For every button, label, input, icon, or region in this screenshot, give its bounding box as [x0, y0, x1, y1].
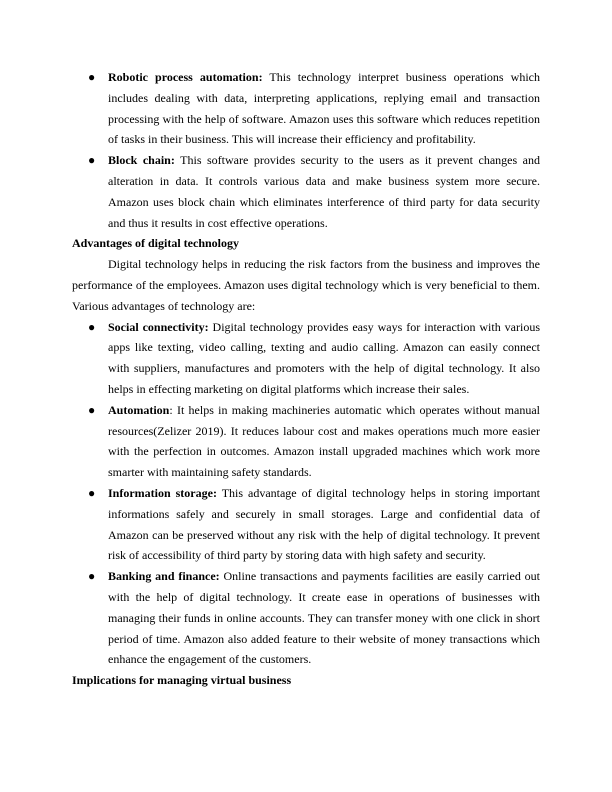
list-item	[72, 67, 540, 150]
list-item	[72, 483, 540, 566]
bullet-text: Online transactions and payments facilities are easily carried out with the help of digital technology. It create ease in operations of businesses with managing their funds in online accounts. They can transfer money with one click in short period of time. Amazon also added feature to their website of money transactions which enhance the engagement of the customers.	[108, 569, 540, 667]
bullet-dot-icon: ●	[88, 485, 96, 500]
advantages-bullet-list	[72, 317, 540, 671]
bullet-term: Banking and finance:	[108, 569, 220, 584]
bullet-text: This technology interpret business operations which includes dealing with data, interpreting applications, replying email and transaction processing with the help of software. Amazon uses this software which reduces repetition of tasks in their business. This will increase their efficiency and profitability.	[108, 70, 540, 147]
document-page	[72, 67, 540, 691]
bullet-dot-icon: ●	[88, 569, 96, 584]
bullet-term: Information storage:	[108, 485, 217, 500]
bullet-text: : It helps in making machineries automatic which operates without manual resources(Zelizer 2019). It reduces labour cost and makes operations much more easier with the perfection in outcomes. Amazon install upgraded machines which work more smarter with maintaining safety standards.	[108, 402, 540, 480]
advantages-intro-paragraph: Digital technology helps in reducing the risk factors from the business and improves the performance of the employees. Amazon uses digital technology which is very beneficial to them. Various advantages of technology are:	[72, 257, 540, 313]
section-heading-advantages: Advantages of digital technology	[72, 236, 240, 251]
bullet-text: This software provides security to the users as it prevent changes and alteration in data. It controls various data and make business system more secure. Amazon uses block chain which eliminates interference of third party for data security and thus it results in cost effective operations.	[108, 153, 540, 230]
list-item	[72, 150, 540, 233]
bullet-dot-icon: ●	[88, 402, 96, 417]
list-item	[72, 566, 540, 670]
bullet-dot-icon: ●	[88, 153, 96, 168]
bullet-term: Block chain:	[108, 153, 175, 168]
bullet-term: Social connectivity:	[108, 319, 209, 334]
list-item	[72, 400, 540, 483]
bullet-dot-icon: ●	[88, 319, 96, 334]
bullet-text: Digital technology provides easy ways for interaction with various apps like texting, video calling, texting and audio calling. Amazon can easily connect with suppliers, manufactures and promoters with the help of digital technology. It also helps in effecting marketing on digital platforms which increase their sales.	[108, 319, 540, 396]
list-item	[72, 317, 540, 400]
bullet-term: Automation	[108, 402, 170, 417]
bullet-term: Robotic process automation:	[108, 70, 263, 84]
top-bullet-list	[72, 67, 540, 233]
section-heading-implications: Implications for managing virtual business	[72, 673, 292, 688]
bullet-text: This advantage of digital technology helps in storing important informations safely and securely in small storages. Large and confidential data of Amazon can be preserved without any risk with the help of digital technology. It prevent risk of accessibility of third party by storing data with high safety and security.	[108, 485, 541, 563]
bullet-dot-icon: ●	[88, 70, 96, 84]
